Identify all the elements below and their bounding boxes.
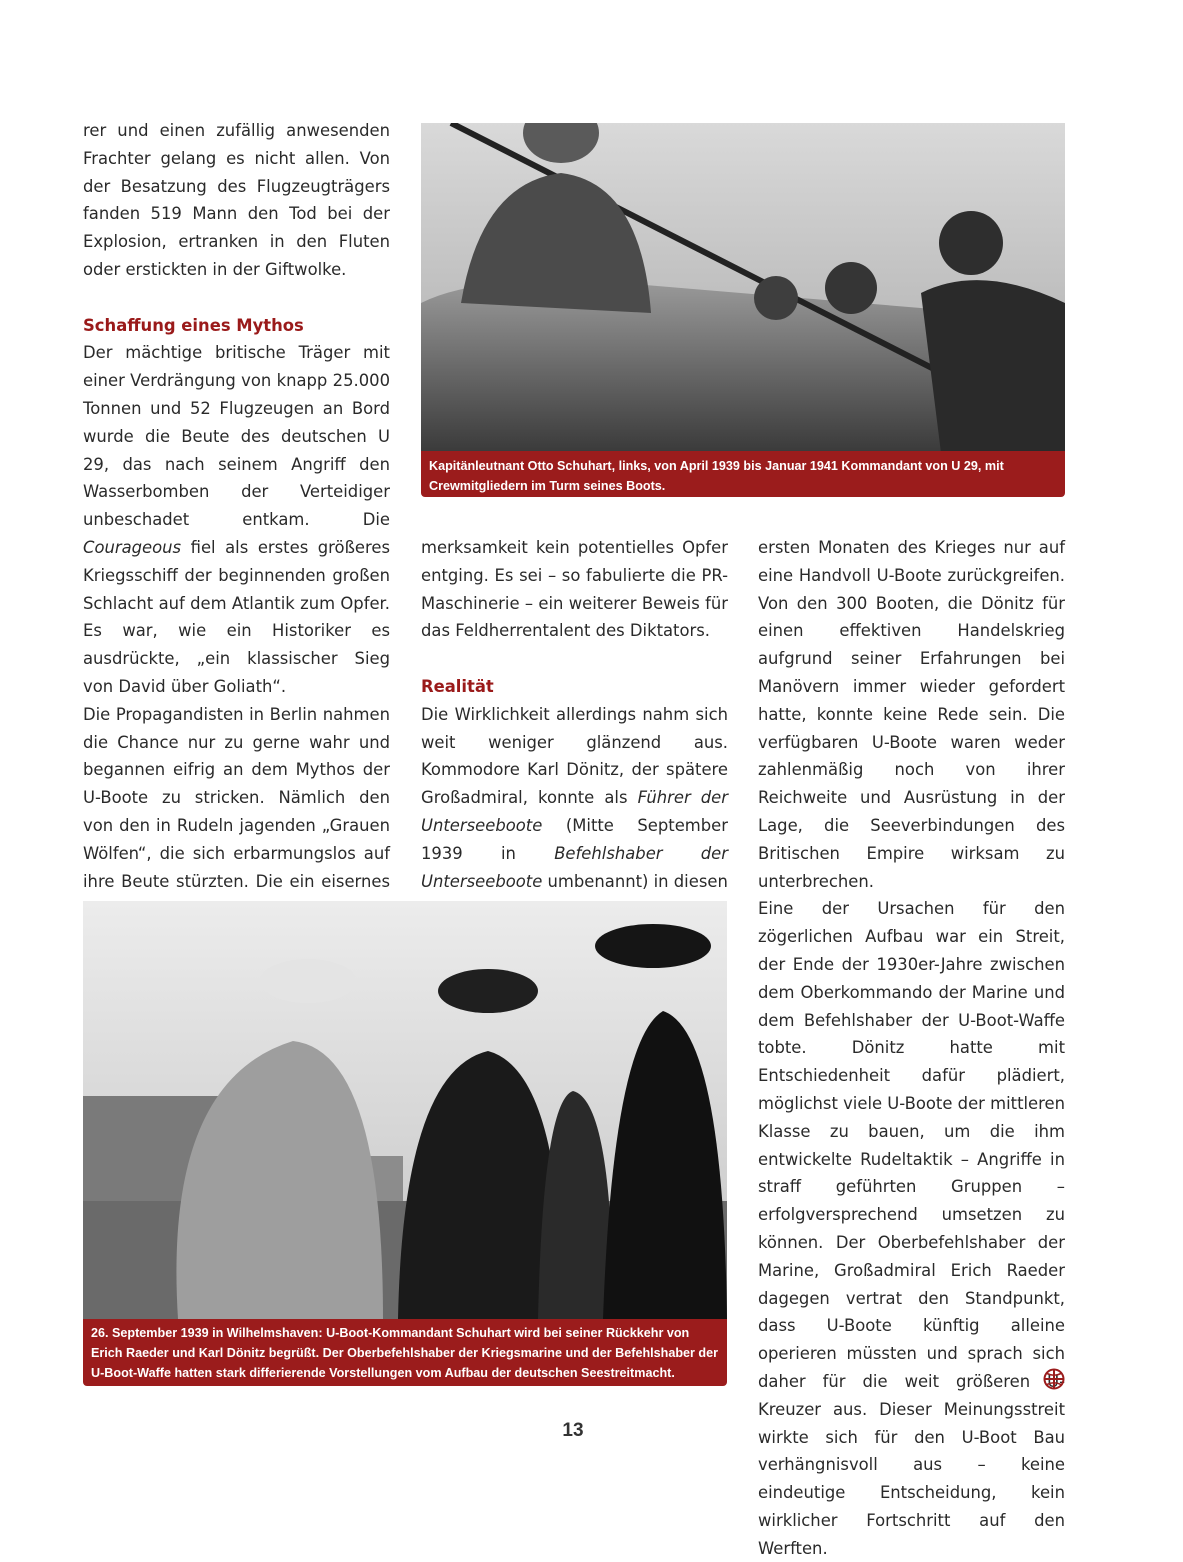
heading-realitaet: Realität bbox=[421, 676, 494, 696]
left-column bbox=[83, 117, 390, 951]
heading-schaffung: Schaffung eines Mythos bbox=[83, 315, 304, 335]
photo-wilhelmshaven-greeting bbox=[83, 901, 727, 1319]
middle-column bbox=[421, 534, 728, 895]
globe-end-icon bbox=[1043, 1368, 1065, 1390]
left-paragraph-3: Die Propagandisten in Berlin nahmen die Chance nur zu gerne wahr und begannen eifrig an dem Mythos der U-Boote zu stricken. Nämlich den von den in Rudeln jagenden „Grauen Wölfen“, die sich erbarmungslos auf ihre Beute stürzten. Die ein eisernes bbox=[83, 704, 390, 891]
left-paragraph-2: Der mächtige britische Träger mit einer Verdrängung von knapp 25.000 Tonnen und 52 Flugzeugen an Bord wurde die Beute des deutschen U 29, das nach seinem Angriff den Wasserbomben der Verteidiger unbeschadet entkam. Die Courageous fiel als erstes größeres Kriegsschiff der beginnenden großen Schlacht auf dem Atlantik zum Opfer. Es war, wie ein Historiker es ausdrückte, „ein klassischer Sieg von David über Goliath“. bbox=[83, 343, 390, 696]
page-number: 13 bbox=[562, 1420, 584, 1441]
right-column bbox=[758, 534, 1065, 1562]
right-paragraph-1: ersten Monaten des Krieges nur auf eine Handvoll U-Boote zurückgreifen. Von den 300 Booten, die Dönitz für einen effektiven Handelskrieg aufgrund seiner Erfahrungen bei Manövern immer wieder gefordert hatte, konnte keine Rede sein. Die verfügbaren U-Boote waren weder zahlenmäßig noch von ihrer Reichweite und Ausrüstung in der Lage, die Seeverbindungen des Britischen Empire wirksam zu unterbrechen. bbox=[758, 538, 1065, 891]
right-paragraph-2: Eine der Ursachen für den zögerlichen Aufbau war ein Streit, der Ende der 1930er-Jahre zwischen dem Oberkommando der Marine und dem Befehlshaber der U-Boot-Waffe tobte. Dönitz hatte mit Entschiedenheit dafür plädiert, möglichst viele U-Boote der mittleren Klasse zu bauen, um die ihm entwickelte Rudeltaktik – Angriffe in straff geführten Gruppen – erfolgversprechend umsetzen zu können. Der Oberbefehlshaber der Marine, Großadmiral Erich Raeder dagegen vertrat den Standpunkt, dass U-Boote künftig alleine operieren müssten und sprach sich daher für die weit größeren U-Kreuzer aus. Dieser Meinungsstreit wirkte sich für den U-Boot Bau verhängnisvoll aus – keine eindeutige Entscheidung, kein wirklicher Fortschritt auf den Werften. bbox=[758, 899, 1065, 1558]
caption-bottom: 26. September 1939 in Wilhelmshaven: U-Boot-Kommandant Schuhart wird bei seiner Rückkehr von Erich Raeder und Karl Dönitz begrüßt. Der Oberbefehlshaber der Kriegsmarine und der Befehlshaber der U-Boot-Waffe hatten stark differierende Vorstellungen vom Aufbau der deutschen Seestreitmacht. bbox=[83, 1319, 727, 1386]
left-paragraph-1: rer und einen zufällig anwesenden Frachter gelang es nicht allen. Von der Besatzung des Flugzeugträgers fanden 519 Mann den Tod bei der Explosion, ertranken in den Fluten oder erstickten in der Giftwolke. bbox=[83, 121, 390, 279]
middle-paragraph-1: merksamkeit kein potentielles Opfer entging. Es sei – so fabulierte die PR-Maschinerie – ein weiterer Beweis für das Feldherrentalent des Diktators. bbox=[421, 538, 728, 641]
caption-top: Kapitänleutnant Otto Schuhart, links, von April 1939 bis Januar 1941 Kommandant von U 29, mit Crewmitgliedern im Turm seines Boots. bbox=[421, 451, 1065, 497]
middle-paragraph-2: Die Wirklichkeit allerdings nahm sich weit weniger glänzend aus. Kommodore Karl Dönitz, der spätere Großadmiral, konnte als Führer der Unterseeboote (Mitte September 1939 in Befehlshaber der Unterseeboote umbenannt) in diesen bbox=[421, 704, 729, 891]
photo-uboat-tower bbox=[421, 123, 1065, 453]
